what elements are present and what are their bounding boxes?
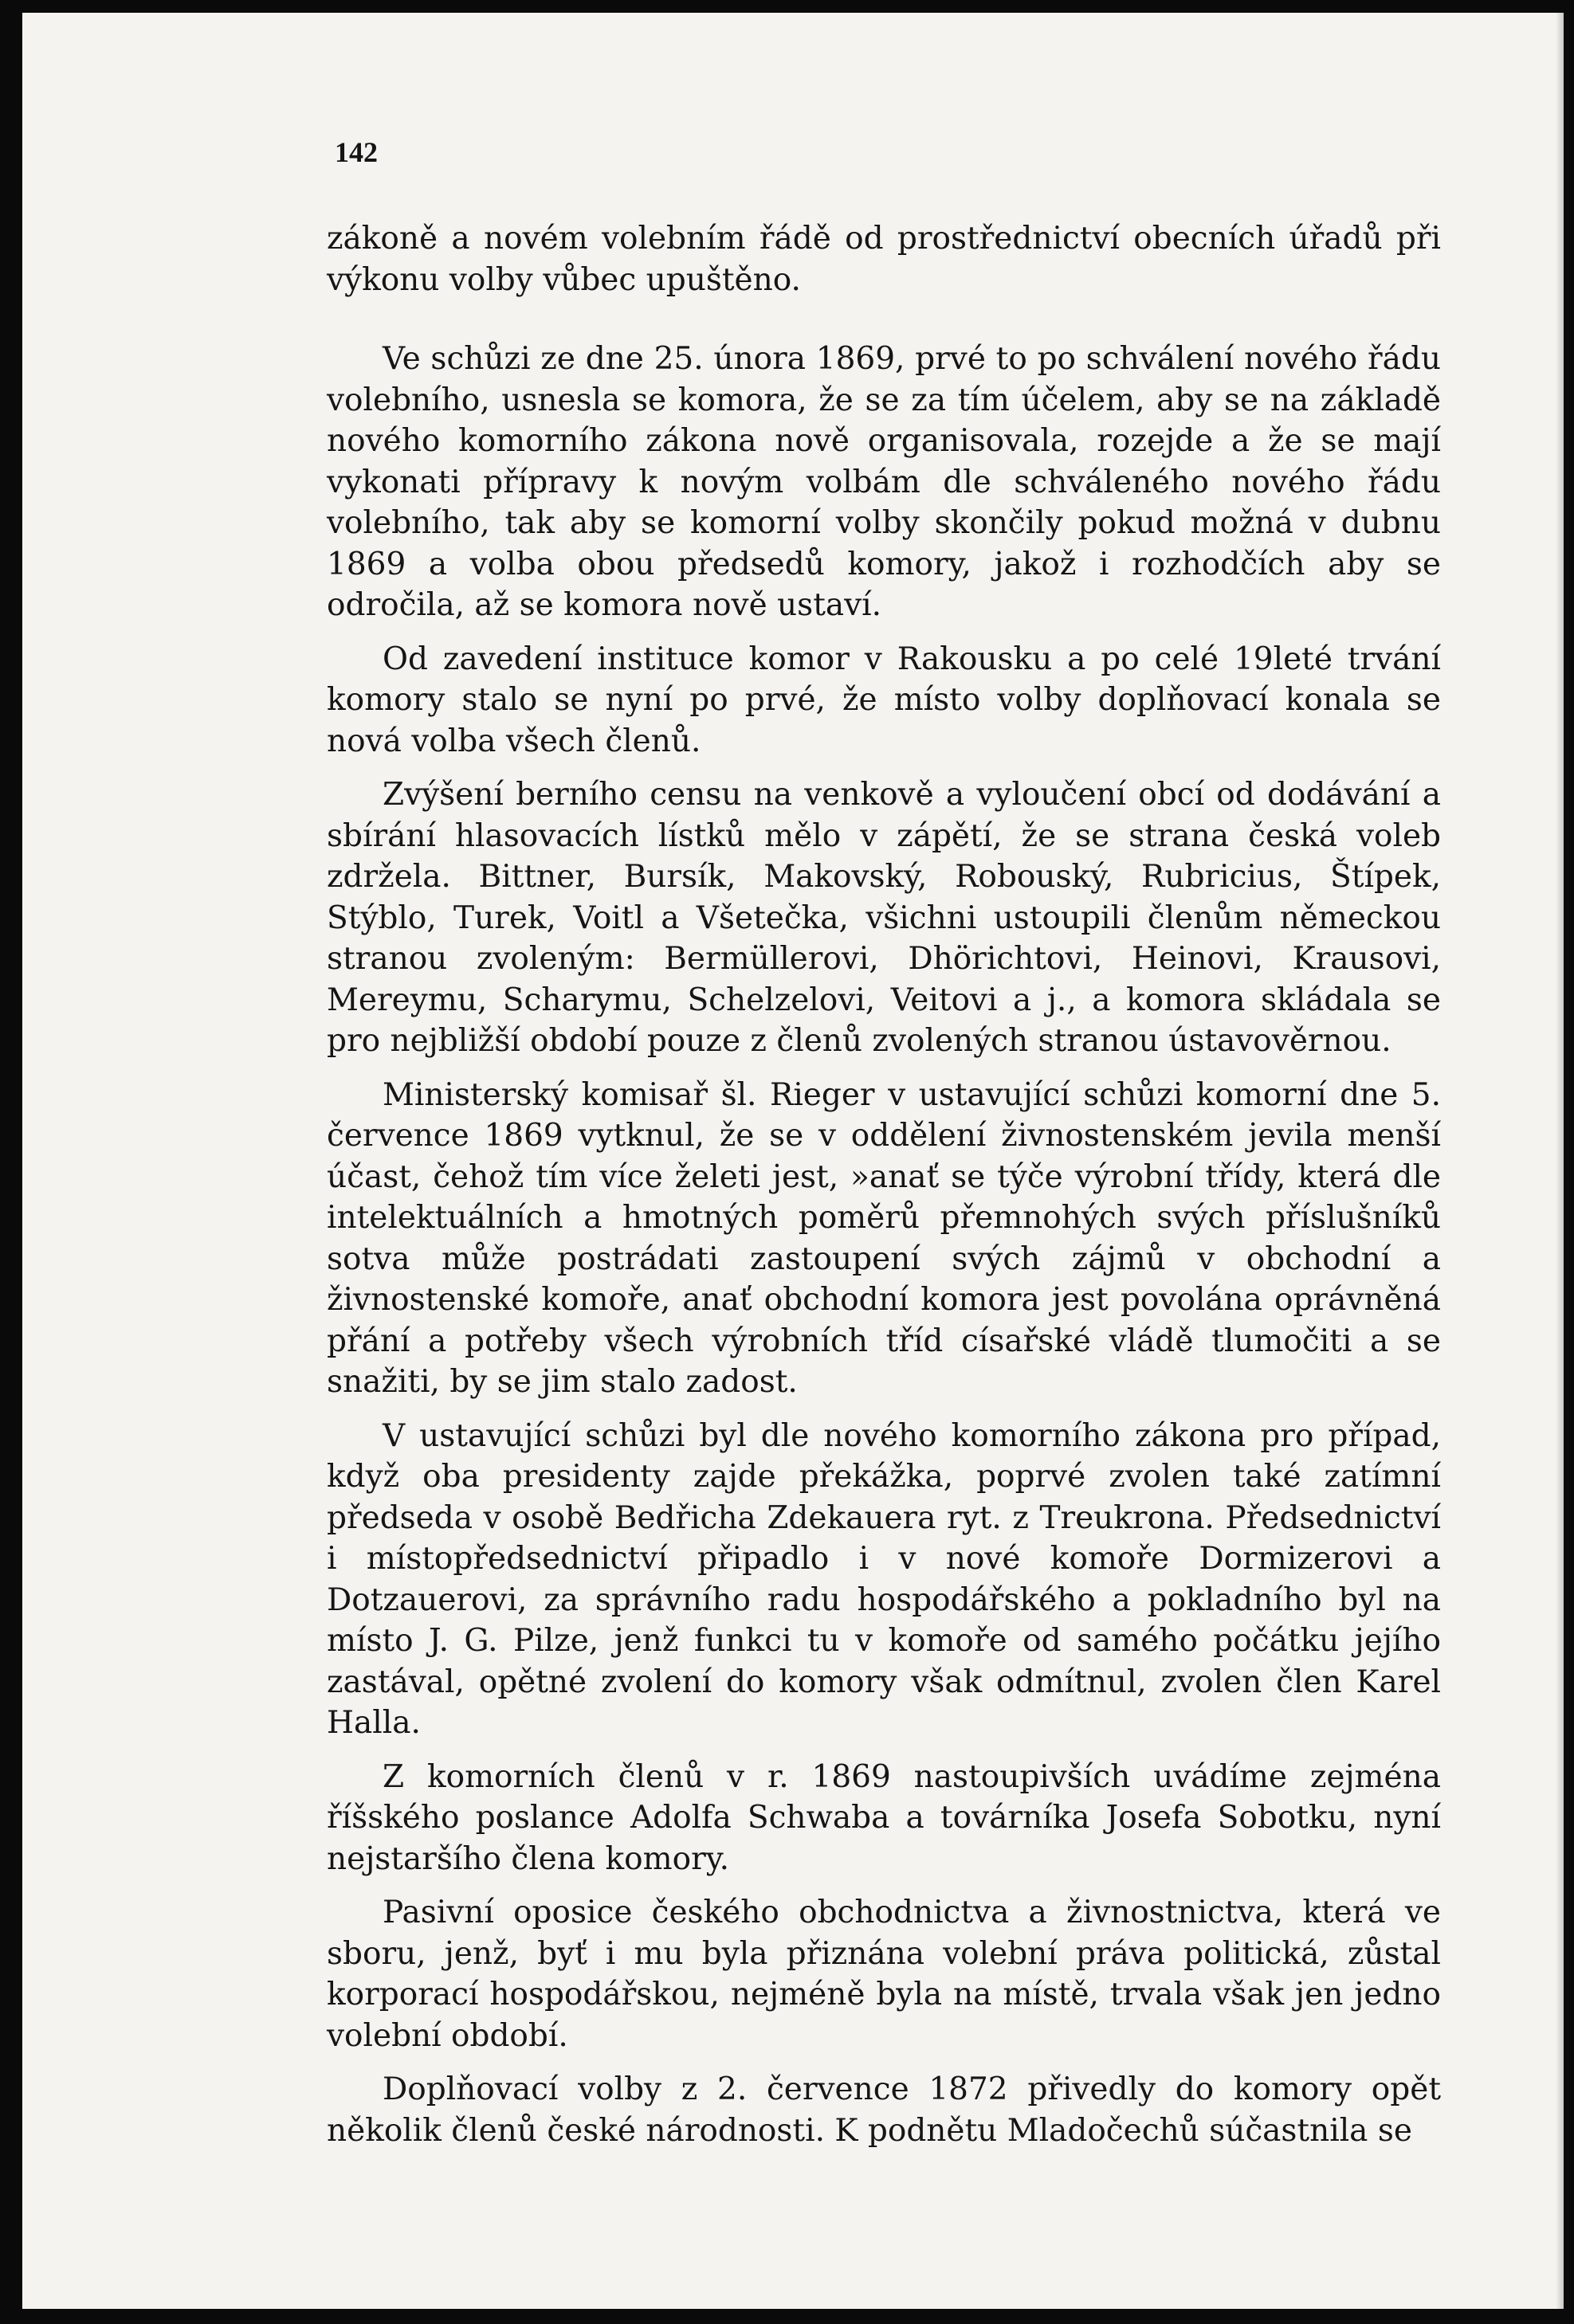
paragraph-members-1869: Z komorních členů v r. 1869 nastoupivších uvádíme zejména říšského poslance Adolfa Schwaba a továrníka Josefa Sobotku, nyní nejstaršího člena komory. (327, 1758, 1441, 1877)
body-text (327, 218, 1441, 2164)
scanned-page (22, 13, 1564, 2309)
paragraph-passive-opposition: Pasivní oposice českého obchodnictva a živnostnictva, která ve sboru, jenž, byť i mu byla přiznána volební práva politická, zůstal korporací hospodářskou, nejméně byla na místě, trvala však jen jedno volební období. (327, 1895, 1441, 2054)
paragraph-supplementary-elections: Doplňovací volby z 2. července 1872 přivedly do komory opět několik členů české národnosti. K podnětu Mladočechů súčastnila se (327, 2071, 1441, 2149)
paragraph-chamber-session: Ve schůzi ze dne 25. února 1869, prvé to po schválení nového řádu volebního, usnesla se komora, že se za tím účelem, aby se na základě nového komorního zákona nově organisovala, rozejde a že se mají vykonati přípravy k novým volbám dle schváleného nového řádu volebního, tak aby se komorní volby skončily pokud možná v dubnu 1869 a volba obou předsedů komory, jakož i rozhodčích aby se odročila, až se komora nově ustaví. (327, 341, 1441, 623)
paragraph-new-election: Od zavedení instituce komor v Rakousku a po celé 19leté trvání komory stalo se nyní po prvé, že místo volby doplňovací konala se nová volba všech členů. (327, 641, 1441, 759)
page-number: 142 (335, 136, 378, 168)
paragraph-continuation: zákoně a novém volebním řádě od prostřednictví obecních úřadů při výkonu volby vůbec upuštěno. (327, 221, 1441, 298)
page-edge-shadow (1556, 13, 1564, 2309)
paragraph-tax-census: Zvýšení berního censu na venkově a vyloučení obcí od dodávání a sbírání hlasovacích lístků mělo v zápětí, že se strana česká voleb zdržela. Bittner, Bursík, Makovský, Robouský, Rubricius, Štípek, Stýblo, Turek, Voitl a Všetečka, všichni ustoupili členům německou stranou zvoleným: Bermüllerovi, Dhörichtovi, Heinovi, Krausovi, Mereymu, Scharymu, Schelzelovi, Veitovi a j., a komora skládala se pro nejbližší období pouze z členů zvolených stranou ústavověrnou. (327, 777, 1441, 1059)
paragraph-constituent-session: V ustavující schůzi byl dle nového komorního zákona pro případ, když oba presidenty zajde překážka, poprvé zvolen také zatímní předseda v osobě Bedřicha Zdekauera ryt. z Treukrona. Předsednictví i místopředsednictví připadlo i v nové komoře Dormizerovi a Dotzauerovi, za správního radu hospodářského a pokladního byl na místo J. G. Pilze, jenž funkci tu v komoře od samého počátku jejího zastával, opětné zvolení do komory však odmítnul, zvolen člen Karel Halla. (327, 1417, 1441, 1741)
paragraph-commissioner: Ministerský komisař šl. Rieger v ustavující schůzi komorní dne 5. července 1869 vytknul, že se v oddělení živnostenském jevila menší účast, čehož tím více želeti jest, »anať se týče výrobní třídy, která dle intelektuálních a hmotných poměrů přemnohých svých příslušníků sotva může postrádati zastoupení svých zájmů v obchodní a živnostenské komoře, anať obchodní komora jest povolána oprávněná přání a potřeby všech výrobních tříd císařské vládě tlumočiti a se snažiti, by se jim stalo zadost. (327, 1076, 1441, 1400)
